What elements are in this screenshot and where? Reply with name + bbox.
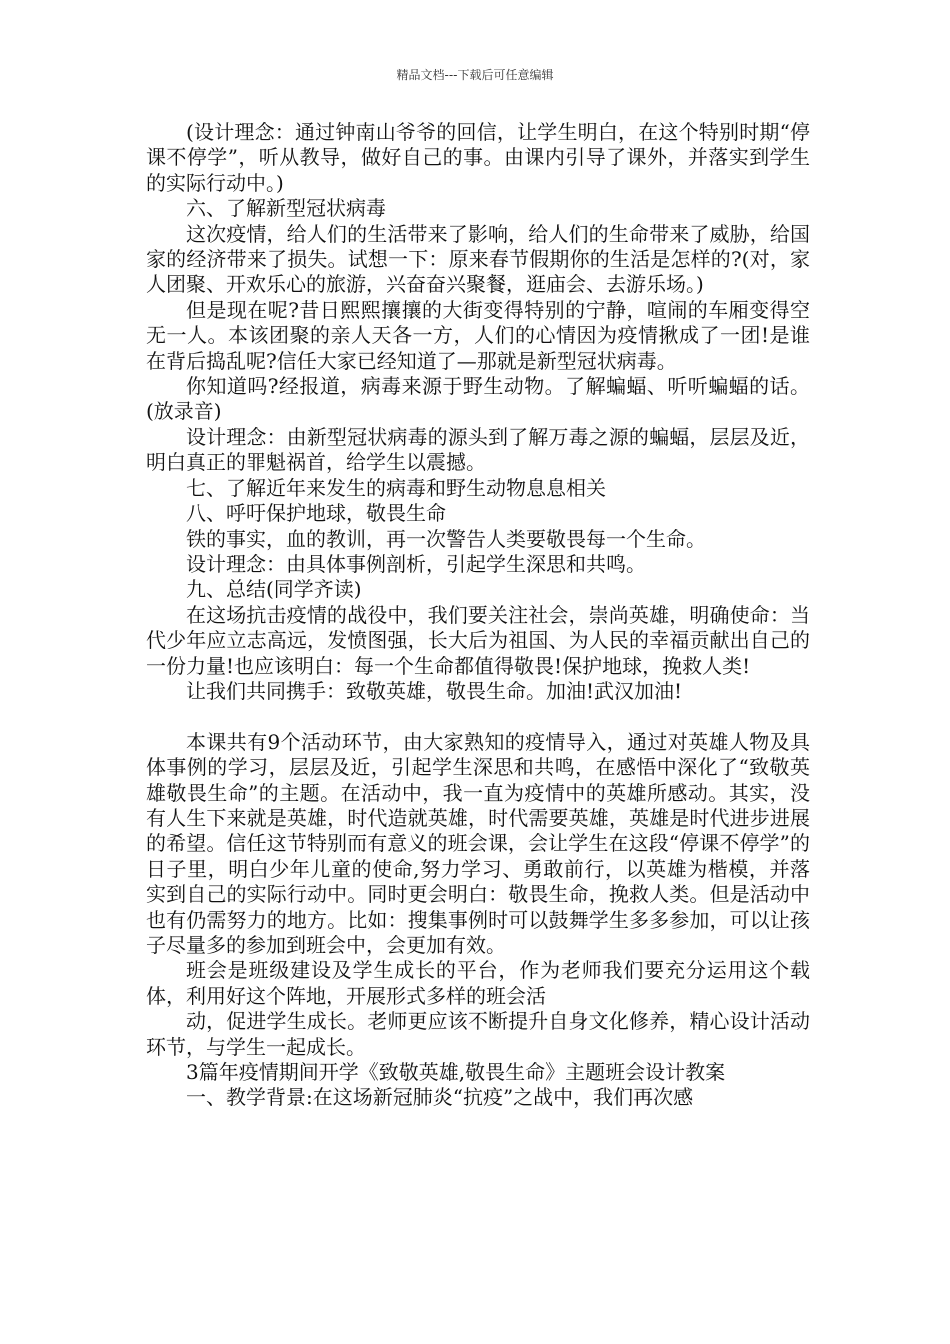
section-heading: 八、呼吁保护地球，敬畏生命 [186, 501, 446, 526]
document-body [146, 120, 810, 1111]
section-heading: 七、了解近年来发生的病毒和野生动物息息相关 [186, 475, 606, 500]
paragraph: (设计理念：通过钟南山爷爷的回信，让学生明白，在这个特别时期“停课不停学”，听从教导，做好自己的事。由课内引导了课外，并落实到学生的实际行动中。) [146, 120, 810, 195]
paragraph: 这次疫情，给人们的生活带来了影响，给人们的生命带来了威胁，给国家的经济带来了损失。试想一下：原来春节假期你的生活是怎样的?(对，家人团聚、开欢乐心的旅游，兴奋奋兴聚餐，逛庙会、去游乐场。) [146, 221, 810, 297]
section-heading: 九、总结(同学齐读) [186, 577, 362, 602]
paragraph: 你知道吗?经报道，病毒来源于野生动物。了解蝙蝠、听听蝙蝠的话。(放录音) [146, 374, 810, 424]
paragraph: 设计理念：由新型冠状病毒的源头到了解万毒之源的蝙蝠，层层及近，明白真正的罪魁祸首，给学生以震撼。 [146, 424, 810, 475]
blank-line [146, 704, 810, 729]
document-title: 3篇年疫情期间开学《致敬英雄,敬畏生命》主题班会设计教案 [186, 1060, 726, 1085]
page-header: 精品文档---下载后可任意编辑 [396, 68, 554, 82]
paragraph: 班会是班级建设及学生成长的平台，作为老师我们要充分运用这个载体，利用好这个阵地，开展形式多样的班会活 [146, 958, 810, 1008]
paragraph: 在这场抗击疫情的战役中，我们要关注社会，崇尚英雄，明确使命：当代少年应立志高远，发愤图强，长大后为祖国、为人民的幸福贡献出自己的一份力量!也应该明白：每一个生命都值得敬畏!保护地球，挽救人类! [146, 602, 810, 678]
paragraph: 铁的事实，血的教训，再一次警告人类要敬畏每一个生命。 [186, 526, 706, 551]
paragraph: 动，促进学生成长。老师更应该不断提升自身文化修养，精心设计活动环节，与学生一起成长。 [146, 1009, 810, 1059]
paragraph: 让我们共同携手：致敬英雄，敬畏生命。加油!武汉加油! [186, 678, 683, 703]
paragraph: 但是现在呢?昔日熙熙攘攘的大街变得特别的宁静，喧闹的车厢变得空无一人。本该团聚的亲人天各一方，人们的心情因为疫情揪成了一团!是谁在背后捣乱呢?信任大家已经知道了—那就是新型冠状病毒。 [146, 297, 810, 373]
section-heading: 六、了解新型冠状病毒 [186, 196, 386, 221]
paragraph: 本课共有9个活动环节，由大家熟知的疫情导入，通过对英雄人物及具体事例的学习，层层及近，引起学生深思和共鸣，在感悟中深化了“致敬英雄敬畏生命”的主题。在活动中，我一直为疫情中的英雄所感动。其实，没有人生下来就是英雄，时代造就英雄，时代需要英雄，英雄是时代进步进展的希望。信任这节特别而有意义的班会课，会让学生在这段“停课不停学”的日子里，明白少年儿童的使命,努力学习、勇敢前行，以英雄为楷模，并落实到自己的实际行动中。同时更会明白：敬畏生命，挽救人类。但是活动中也有仍需努力的地方。比如：搜集事例时可以鼓舞学生多多参加，可以让孩子尽量多的参加到班会中，会更加有效。 [146, 729, 810, 957]
paragraph: 设计理念：由具体事例剖析，引起学生深思和共鸣。 [186, 551, 646, 576]
paragraph: 一、教学背景:在这场新冠肺炎“抗疫”之战中，我们再次感 [186, 1085, 694, 1110]
